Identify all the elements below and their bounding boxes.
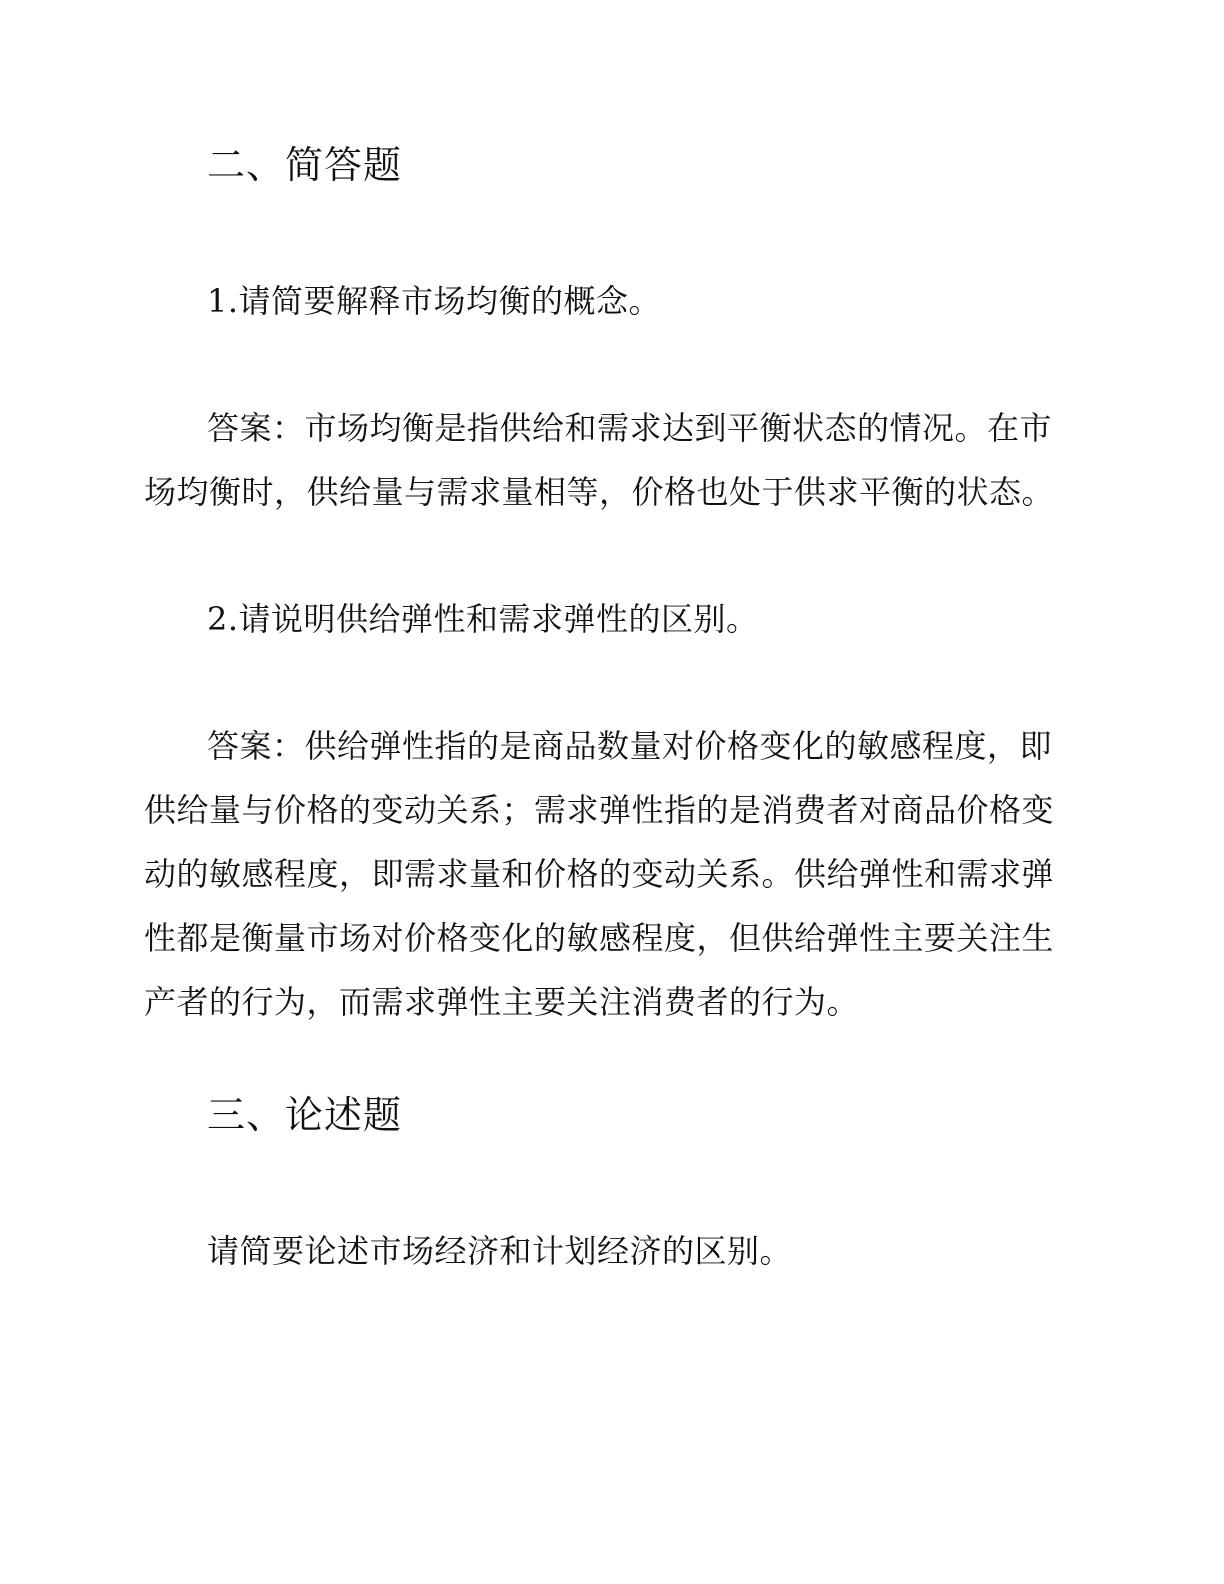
section-heading-short-answer: 二、简答题 <box>207 143 403 187</box>
answer-2 <box>144 714 1066 1034</box>
question-3: 请简要论述市场经济和计划经济的区别。 <box>207 1232 793 1270</box>
answer-2-text: 答案：供给弹性指的是商品数量对价格变化的敏感程度，即供给量与价格的变动关系；需求弹性指的是消费者对商品价格变动的敏感程度，即需求量和价格的变动关系。供给弹性和需求弹性都是衡量市场对价格变化的敏感程度，但供给弹性主要关注生产者的行为，而需求弹性主要关注消费者的行为。 <box>144 727 1055 1021</box>
question-1: 1.请简要解释市场均衡的概念。 <box>207 282 662 320</box>
question-2: 2.请说明供给弹性和需求弹性的区别。 <box>207 600 759 638</box>
section-heading-essay: 三、论述题 <box>207 1093 403 1137</box>
answer-1 <box>144 396 1066 524</box>
answer-1-text: 答案：市场均衡是指供给和需求达到平衡状态的情况。在市场均衡时，供给量与需求量相等，价格也处于供求平衡的状态。 <box>144 409 1055 511</box>
